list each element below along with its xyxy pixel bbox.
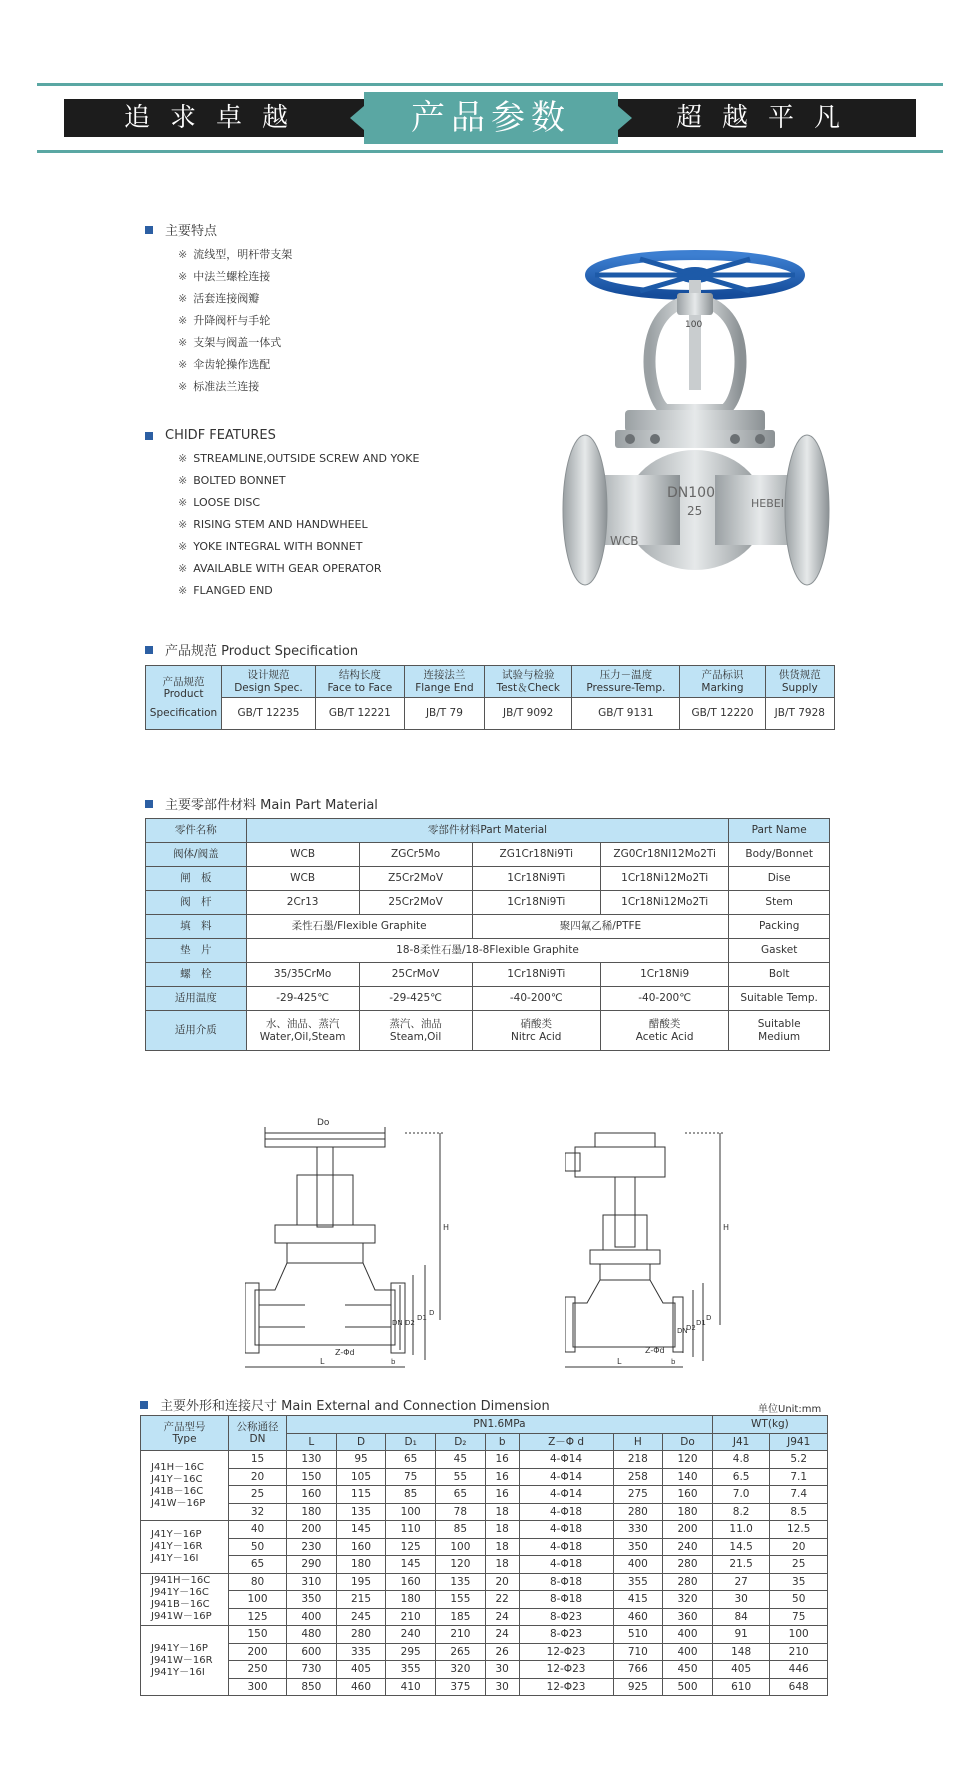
feature-item: ※ YOKE INTEGRAL WITH BONNET	[178, 540, 363, 553]
feature-marker: ※	[178, 584, 188, 597]
feature-item: ※ LOOSE DISC	[178, 496, 261, 509]
unit-label: 单位Unit:mm	[758, 1404, 822, 1415]
dim-row: J41Y－16P J41Y－16R J41Y－16I 40 200 145 110 85 18 4-Φ18 330 200 11.0 12.5	[141, 1521, 828, 1539]
feature-item: ※ 中法兰螺栓连接	[178, 270, 271, 283]
dim-col-header: D	[336, 1433, 386, 1451]
dim-header-wt: WT(kg)	[712, 1416, 827, 1434]
dim-row: 100 350 215 180 155 22 8-Φ18 415 320 30 50	[141, 1591, 828, 1609]
label-d2-gear: D2	[686, 1324, 696, 1332]
label-d-gear: D	[706, 1314, 712, 1322]
feature-marker: ※	[178, 496, 188, 509]
feature-item: ※ 活套连接阀瓣	[178, 292, 260, 305]
label-h: H	[443, 1223, 450, 1232]
header-left-slogan: 追求卓越	[124, 103, 309, 133]
label-dn-gear: DN	[677, 1327, 688, 1335]
material-row: 闸 板 WCB Z5Cr2MoV 1Cr18Ni9Ti 1Cr18Ni12Mo2Ti Dise	[146, 867, 830, 891]
spec-value: GB/T 12221	[315, 698, 404, 730]
dim-row: 65 290 180 145 120 18 4-Φ18 400 280 21.5 25	[141, 1556, 828, 1574]
dim-row: 25 160 115 85 65 16 4-Φ14 275 160 7.0 7.4	[141, 1486, 828, 1504]
dim-type-group: J941H－16C J941Y－16C J941B－16C J941W－16P	[141, 1573, 229, 1626]
bullet-square-icon	[145, 226, 153, 234]
feature-marker: ※	[178, 452, 188, 465]
spec-value: GB/T 9131	[572, 698, 680, 730]
label-dn: DN	[392, 1319, 403, 1327]
spec-header: 结构长度 Face to Face	[315, 666, 404, 698]
material-row: 填 料 柔性石墨/Flexible Graphite 聚四氟乙稀/PTFE Packing	[146, 915, 830, 939]
valve-mark-dn: DN100	[667, 485, 715, 501]
dim-col-header: Z－Φ d	[519, 1433, 613, 1451]
dimension-table	[140, 1415, 828, 1696]
dim-row: J941H－16C J941Y－16C J941B－16C J941W－16P 80 310 195 160 135 20 8-Φ18 355 280 27 35	[141, 1573, 828, 1591]
spec-value: GB/T 12220	[680, 698, 765, 730]
label-zd: Z-Φd	[335, 1348, 355, 1357]
material-header-material: 零部件材料Part Material	[246, 819, 729, 843]
feature-marker: ※	[178, 314, 188, 327]
dim-row: 20 150 105 75 55 16 4-Φ14 258 140 6.5 7.1	[141, 1468, 828, 1486]
header-title: 产品参数	[364, 92, 618, 144]
dim-row: 50 230 160 125 100 18 4-Φ18 350 240 14.5 20	[141, 1538, 828, 1556]
material-row: 阀 杆 2Cr13 25Cr2MoV 1Cr18Ni9Ti 1Cr18Ni12Mo2Ti Stem	[146, 891, 830, 915]
feature-marker: ※	[178, 562, 188, 575]
header-right-slogan: 超越平凡	[676, 103, 861, 133]
feature-item: ※ 标准法兰连接	[178, 380, 260, 393]
dim-row: 250 730 405 355 320 30 12-Φ23 766 450 405 446	[141, 1661, 828, 1679]
dim-col-header: L	[287, 1433, 337, 1451]
bullet-square-icon	[145, 800, 153, 808]
feature-marker: ※	[178, 540, 188, 553]
feature-marker: ※	[178, 518, 188, 531]
spec-value: GB/T 12235	[222, 698, 316, 730]
dim-col-header: J41	[712, 1433, 770, 1451]
header-top-rule	[37, 83, 943, 86]
dim-type-group: J41Y－16P J41Y－16R J41Y－16I	[141, 1521, 229, 1574]
material-row: 垫 片 18-8柔性石墨/18-8Flexible Graphite Gasket	[146, 939, 830, 963]
feature-item: ※ BOLTED BONNET	[178, 474, 286, 487]
spec-header: 连接法兰 Flange End	[404, 666, 484, 698]
material-header-part: 零件名称	[146, 819, 247, 843]
dim-header-type: 产品型号 Type	[141, 1416, 229, 1451]
dim-type-group: J941Y－16P J941W－16R J941Y－16I	[141, 1626, 229, 1696]
feature-marker: ※	[178, 358, 188, 371]
valve-mark-top: 100	[685, 320, 703, 330]
dim-row: J941Y－16P J941W－16R J941Y－16I 150 480 280 240 210 24 8-Φ23 510 400 91 100	[141, 1626, 828, 1644]
feature-marker: ※	[178, 336, 188, 349]
dim-type-group: J41H－16C J41Y－16C J41B－16C J41W－16P	[141, 1451, 229, 1521]
material-table	[145, 818, 830, 1051]
feature-item: ※ 升降阀杆与手轮	[178, 314, 271, 327]
spec-value: JB/T 79	[404, 698, 484, 730]
label-d2: D2	[405, 1319, 415, 1327]
label-zd-gear: Z-Φd	[645, 1346, 665, 1355]
feature-item: ※ AVAILABLE WITH GEAR OPERATOR	[178, 562, 382, 575]
bullet-square-icon	[145, 646, 153, 654]
spec-row-header: 产品规范 Product Specification	[146, 666, 222, 730]
feature-marker: ※	[178, 474, 188, 487]
valve-mark-pn: 25	[687, 504, 703, 518]
dim-row: 125 400 245 210 185 24 8-Φ23 460 360 84 75	[141, 1608, 828, 1626]
bullet-square-icon	[140, 1401, 148, 1409]
header-bottom-rule	[37, 150, 943, 153]
dim-col-header: H	[613, 1433, 663, 1451]
valve-mark-material: WCB	[610, 534, 639, 548]
material-row: 适用介质 水、油品、蒸汽 Water,Oil,Steam 蒸汽、油品 Steam,Oil 硝酸类 Nitrc Acid 醋酸类 Acetic Acid Suitable Medium	[146, 1011, 830, 1051]
feature-item: ※ 支架与阀盖一体式	[178, 336, 282, 349]
feature-item: ※ 伞齿轮操作选配	[178, 358, 271, 371]
features-en-title: CHIDF FEATURES	[145, 428, 276, 443]
spec-value: JB/T 7928	[765, 698, 834, 730]
dim-col-header: Do	[663, 1433, 713, 1451]
spec-header: 压力－温度 Pressure-Temp.	[572, 666, 680, 698]
dim-row: J41H－16C J41Y－16C J41B－16C J41W－16P 15 130 95 65 45 16 4-Φ14 218 120 4.8 5.2	[141, 1451, 828, 1469]
material-title: 主要零部件材料 Main Part Material	[145, 794, 378, 813]
material-header-name: Part Name	[729, 819, 830, 843]
dim-col-header: J941	[770, 1433, 828, 1451]
spec-header: 设计规范 Design Spec.	[222, 666, 316, 698]
label-b-gear: b	[671, 1358, 676, 1366]
material-row: 螺 栓 35/35CrMo 25CrMoV 1Cr18Ni9Ti 1Cr18Ni9 Bolt	[146, 963, 830, 987]
dim-col-header: b	[485, 1433, 519, 1451]
spec-value: JB/T 9092	[485, 698, 572, 730]
spec-header: 产品标识 Marking	[680, 666, 765, 698]
feature-marker: ※	[178, 248, 188, 261]
globe-valve-photo	[555, 245, 835, 625]
material-row: 阀体/阀盖 WCB ZGCr5Mo ZG1Cr18Ni9Ti ZG0Cr18NI12Mo2Ti Body/Bonnet	[146, 843, 830, 867]
valve-section-drawing-gear	[565, 1125, 760, 1370]
label-do: Do	[317, 1118, 330, 1128]
bullet-square-icon	[145, 432, 153, 440]
dim-col-header: D₁	[386, 1433, 436, 1451]
dim-header-pn: PN1.6MPa	[287, 1416, 713, 1434]
label-d1-gear: D1	[696, 1319, 706, 1327]
label-h-gear: H	[723, 1223, 730, 1232]
label-d1: D1	[417, 1314, 427, 1322]
dimension-title: 主要外形和连接尺寸 Main External and Connection Dimension	[140, 1395, 550, 1414]
feature-item: ※ FLANGED END	[178, 584, 273, 597]
features-cn-title: 主要特点	[145, 220, 217, 239]
feature-item: ※ RISING STEM AND HANDWHEEL	[178, 518, 368, 531]
dim-col-header: D₂	[436, 1433, 486, 1451]
material-row: 适用温度 -29-425℃ -29-425℃ -40-200℃ -40-200℃ Suitable Temp.	[146, 987, 830, 1011]
label-d: D	[429, 1309, 435, 1317]
valve-section-drawing-handwheel	[245, 1115, 470, 1370]
dim-row: 300 850 460 410 375 30 12-Φ23 925 500 610 648	[141, 1678, 828, 1696]
valve-mark-maker: HEBEI	[751, 497, 784, 510]
spec-title: 产品规范 Product Specification	[145, 640, 358, 659]
dim-row: 32 180 135 100 78 18 4-Φ18 280 180 8.2 8.5	[141, 1503, 828, 1521]
label-b: b	[391, 1358, 396, 1366]
label-l-gear: L	[617, 1357, 622, 1366]
feature-marker: ※	[178, 270, 188, 283]
feature-marker: ※	[178, 380, 188, 393]
spec-header: 供货规范 Supply	[765, 666, 834, 698]
spec-header: 试验与检验 Test＆Check	[485, 666, 572, 698]
label-l: L	[320, 1357, 325, 1366]
feature-item: ※ STREAMLINE,OUTSIDE SCREW AND YOKE	[178, 452, 420, 465]
feature-marker: ※	[178, 292, 188, 305]
feature-item: ※ 流线型，明杆带支架	[178, 248, 293, 261]
spec-table	[145, 665, 835, 730]
dim-row: 200 600 335 295 265 26 12-Φ23 710 400 148 210	[141, 1643, 828, 1661]
dim-header-dn: 公称通径 DN	[229, 1416, 287, 1451]
